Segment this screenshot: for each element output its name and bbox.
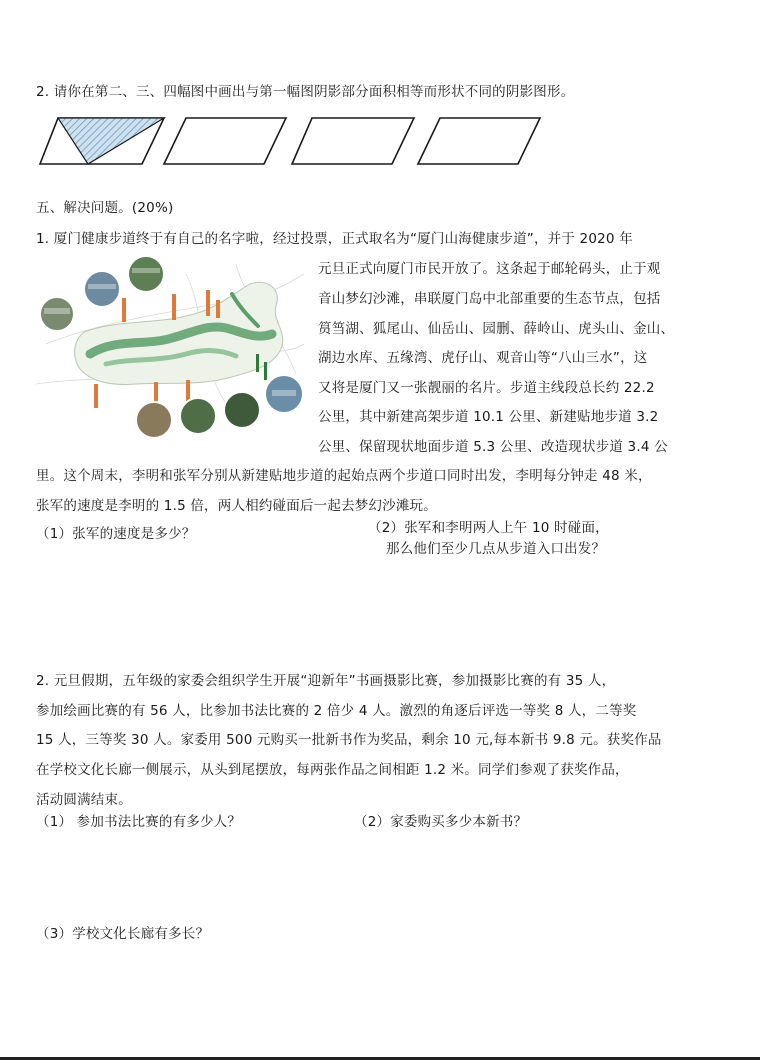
question-2-prompt: 2. 请你在第二、三、四幅图中画出与第一幅图阴影部分面积相等而形状不同的阴影图形。	[36, 84, 575, 100]
problem-1-line-7: 公里，其中新建高架步道 10.1 公里、新建贴地步道 3.2	[318, 409, 659, 425]
problem-2-line-2: 参加绘画比赛的有 56 人，比参加书法比赛的 2 倍少 4 人。激烈的角逐后评选一等奖 8 人，二等奖	[36, 703, 637, 719]
problem-2-line-5: 活动圆满结束。	[36, 792, 132, 808]
parallelogram-2[interactable]	[164, 118, 286, 164]
problem-1-line-2: 元旦正式向厦门市民开放了。这条起于邮轮码头，止于观	[318, 261, 661, 277]
problem-2-sub-3: （3）学校文化长廊有多长？	[36, 926, 210, 942]
problem-1-line-8: 公里、保留现状地面步道 5.3 公里、改造现状步道 3.4 公	[318, 439, 668, 455]
problem-2-line-4: 在学校文化长廊一侧展示，从头到尾摆放，每两张作品之间相距 1.2 米。同学们参观了获奖作品，	[36, 762, 629, 778]
problem-2-sub-2: （2）家委购买多少本新书？	[354, 814, 528, 830]
problem-1-sub-2-line-1: （2）张军和李明两人上午 10 时碰面，	[368, 520, 609, 536]
problem-2-line-3: 15 人，三等奖 30 人。家委用 500 元购买一批新书作为奖品，剩余 10 元,每本新书 9.8 元。获奖作品	[36, 732, 662, 748]
problem-1-line-6: 又将是厦门又一张靓丽的名片。步道主线段总长约 22.2	[318, 380, 655, 396]
problem-2-line-1: 2. 元旦假期，五年级的家委会组织学生开展“迎新年”书画摄影比赛，参加摄影比赛的有 35 人，	[36, 673, 616, 689]
parallelogram-1-shaded	[40, 118, 164, 164]
parallelogram-figures	[36, 112, 556, 172]
problem-1-line-5: 湖边水库、五缘湾、虎仔山、观音山等“八山三水”，这	[318, 350, 648, 366]
parallelogram-3[interactable]	[292, 118, 414, 164]
problem-1-line-3: 音山梦幻沙滩，串联厦门岛中北部重要的生态节点，包括	[318, 291, 661, 307]
problem-1-line-1: 1. 厦门健康步道终于有自己的名字啦，经过投票，正式取名为“厦门山海健康步道”，并于 2020 年	[36, 231, 633, 247]
trail-map-illustration	[36, 254, 306, 446]
problem-1-line-10: 张军的速度是李明的 1.5 倍，两人相约碰面后一起去梦幻沙滩玩。	[36, 498, 437, 514]
problem-1-sub-2-line-2: 那么他们至少几点从步道入口出发？	[386, 541, 606, 557]
problem-1-sub-1: （1）张军的速度是多少？	[36, 526, 196, 542]
problem-1-line-9: 里。这个周末，李明和张军分别从新建贴地步道的起始点两个步道口同时出发，李明每分钟走 48 米，	[36, 468, 652, 484]
problem-1-line-4: 筼筜湖、狐尾山、仙岳山、园删、薛岭山、虎头山、金山、	[318, 321, 675, 337]
parallelogram-4[interactable]	[418, 118, 540, 164]
trail-map-svg	[36, 254, 306, 446]
section-5-heading: 五、解决问题。(20%)	[36, 200, 174, 216]
problem-2-sub-1: （1） 参加书法比赛的有多少人？	[36, 814, 242, 830]
